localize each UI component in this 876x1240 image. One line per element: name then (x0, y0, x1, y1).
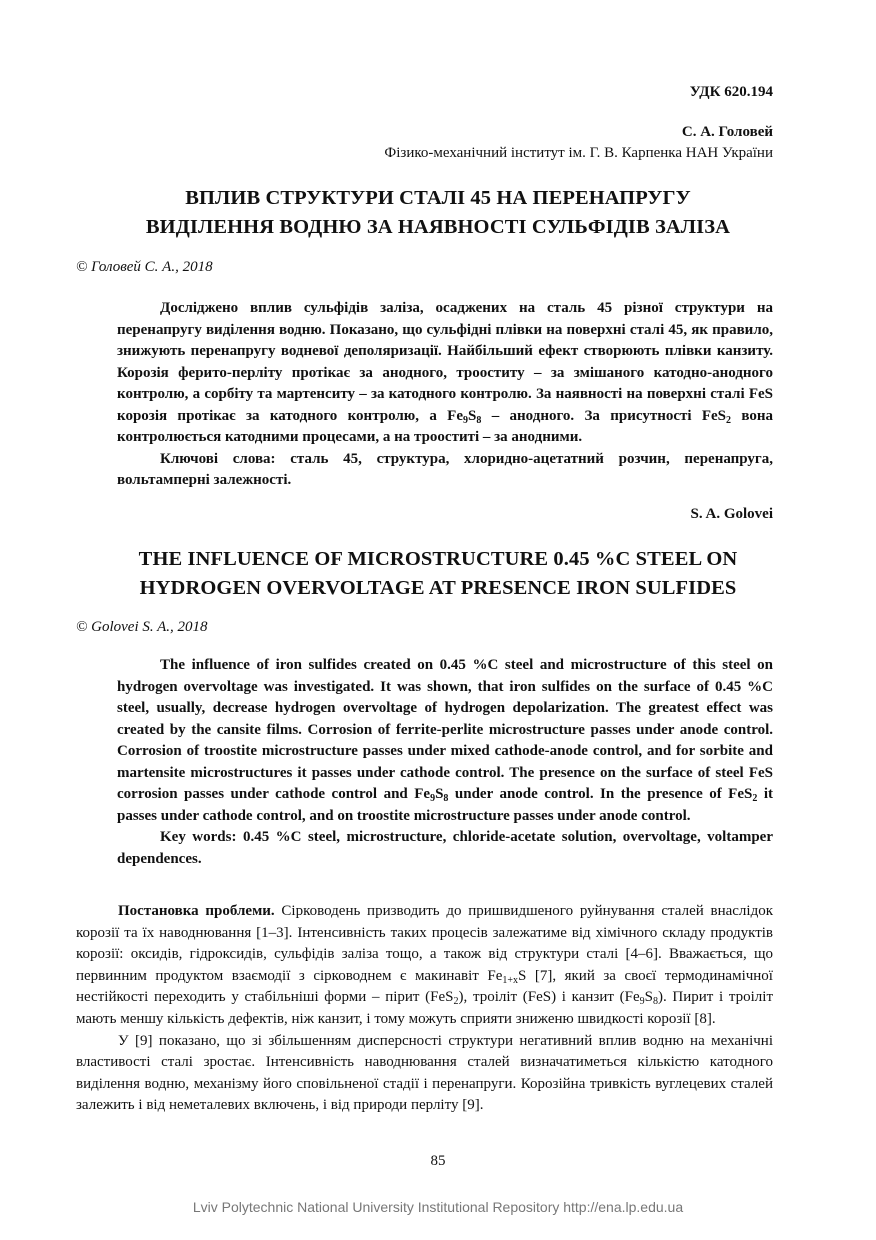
abstract-ua-text: Досліджено вплив сульфідів заліза, осаджених на сталь 45 різної структури на перенапругу виділення водню. Показано, що сульфідні плівки на поверхні сталі 45, як правило, знижують перенапругу водневої деполяризації. Найбільший ефект створюють плівки канзиту. Корозія ферито-перліту протікає за анодного, трооститу – за змішаного катодно-анодного контролю, а сорбіту та мартенситу – за катодного контролю. За наявності на поверхні сталі FeS корозія протікає за катодного контролю, а $Fe_9S_8$ – анодного. За присутності FeS$_2$ вона контролюється катодними процесами, а на трооститі – за анодними. (117, 300, 774, 445)
title-ua (0, 184, 876, 242)
udk-code: УДК 620.194 (689, 84, 773, 100)
title-en-line2: HYDROGEN OVERVOLTAGE AT PRESENCE IRON SULFIDES (139, 577, 737, 599)
author-name-ua: С. А. Головей (681, 124, 773, 140)
body-text (76, 901, 773, 1117)
section-heading: Постановка проблеми. (118, 903, 275, 919)
abstract-en-text: The influence of iron sulfides created on 0.45 %C steel and microstructure of this steel on hydrogen overvoltage was investigated. It was shown, that iron sulfides on the surface of 0.45 %C steel, usually, decrease hydrogen overvoltage of hydrogen depolarization. The greatest effect was created by the cansite films. Corrosion of ferrite-perlite microstructure passes under anode control. Corrosion of troostite microstructure passes under mixed cathode-anode control, and for sorbite and martensite microstructures it passes under cathode control. The presence on the surface of steel FeS corrosion passes under cathode control and $Fe_9S_8$ under anode control. In the presence of FeS$_2$ it passes under cathode control, and on troostite microstructure passes under anode control. (117, 657, 774, 824)
copyright-en: © Golovei S. A., 2018 (76, 619, 208, 635)
repository-footer: Lviv Polytechnic National University Institutional Repository http://ena.lp.edu.ua (192, 1199, 684, 1215)
title-en (0, 545, 876, 603)
page-number: 85 (430, 1153, 446, 1169)
title-ua-line2: ВИДІЛЕННЯ ВОДНЮ ЗА НАЯВНОСТІ СУЛЬФІДІВ ЗАЛІЗА (145, 216, 731, 238)
title-ua-line1: ВПЛИВ СТРУКТУРИ СТАЛІ 45 НА ПЕРЕНАПРУГУ (185, 187, 691, 209)
copyright-ua: © Головей С. А., 2018 (76, 259, 213, 275)
abstract-en (117, 655, 773, 870)
body-paragraph-2: У [9] показано, що зі збільшенням дисперсності структури негативний вплив водню на механічні властивості сталі зростає. Інтенсивність наводнювання сталей визначатиметься кількістю катодного виділення водню, механізму його сповільненої стадії і перенапруги. Корозійна тривкість вуглецевих сталей залежить і від неметалевих включень, і від природи перліту [9]. (76, 1032, 773, 1114)
body-paragraph-1: Постановка проблеми. Сірководень призводить до пришвидшеного руйнування сталей внаслідок корозії та їх наводнювання [1–3]. Інтенсивність таких процесів залежатиме від хімічного складу продуктів корозії: оксидів, гідроксидів, сульфідів заліза тощо, а також від структури сталі [4–6]. Вважається, що первинним продуктом взаємодії з сірководнем є макинавіт $Fe_{1+x}S$ [7], який за своєї термодинамічної нестійкості переходить у стабільніші форми – пірит (FeS$_2$), троіліт (FeS) і канзит $(Fe_9S_8)$. Пирит і троіліт мають меншу кількість дефектів, ніж канзит, і тому можуть сприяти зниженю швидкості корозії [8]. (76, 903, 774, 1027)
keywords-en: Key words: 0.45 %C steel, microstructure, chloride-acetate solution, overvoltage, voltamper dependences. (117, 829, 773, 867)
author-name-en: S. A. Golovei (690, 506, 773, 522)
keywords-ua: Ключові слова: сталь 45, структура, хлоридно-ацетатний розчин, перенапруга, вольтамперні залежності. (117, 450, 773, 488)
title-en-line1: THE INFLUENCE OF MICROSTRUCTURE 0.45 %C STEEL ON (138, 548, 738, 570)
affiliation: Фізико-механічний інститут ім. Г. В. Карпенка НАН України (384, 145, 773, 161)
abstract-ua (117, 298, 773, 492)
